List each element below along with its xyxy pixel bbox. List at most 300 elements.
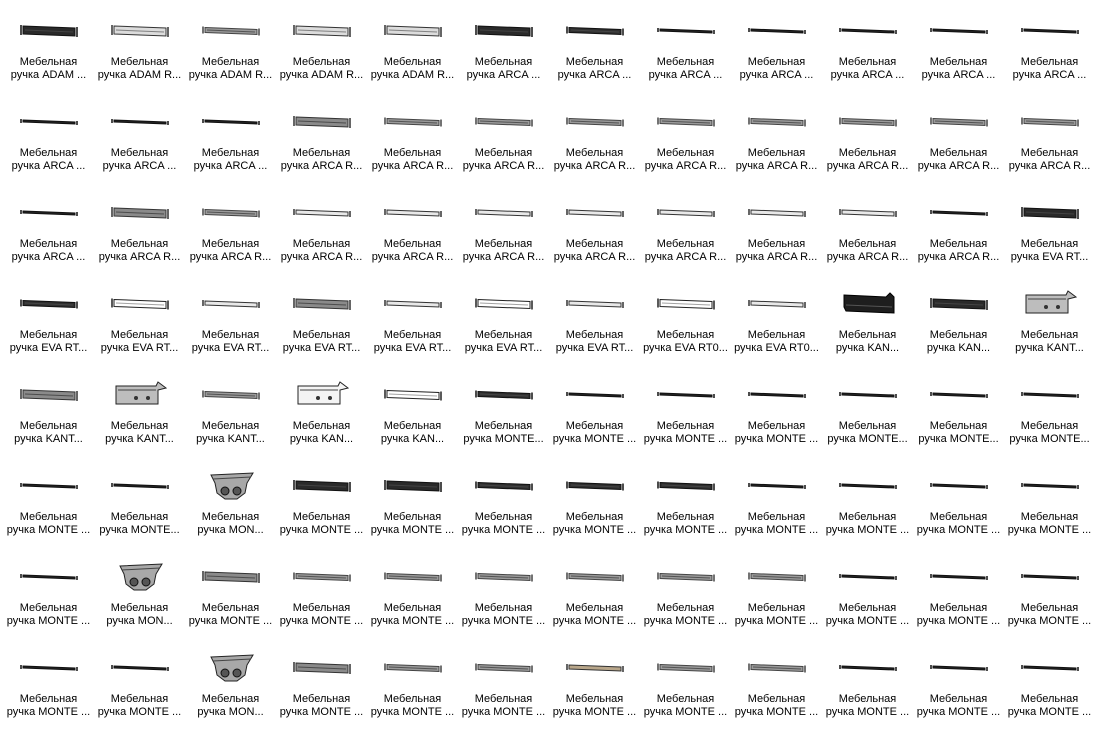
file-item[interactable] xyxy=(1004,279,1095,367)
file-name-line-1: Мебельная xyxy=(929,238,988,250)
file-item[interactable] xyxy=(549,370,640,458)
file-name-line-2: ручка MONTE ... xyxy=(825,524,910,536)
file-item[interactable] xyxy=(731,6,822,94)
file-item[interactable] xyxy=(549,279,640,367)
bar-chrome-icon xyxy=(185,281,276,325)
file-name-line-2: ручка KAN... xyxy=(380,433,445,445)
file-name-line-1: Мебельная xyxy=(656,329,715,341)
file-name xyxy=(458,238,549,264)
file-name xyxy=(640,329,731,355)
file-name xyxy=(367,147,458,173)
file-name xyxy=(640,147,731,173)
file-name-line-1: Мебельная xyxy=(838,602,897,614)
file-name xyxy=(1004,693,1095,719)
file-name-line-2: ручка EVA RT... xyxy=(555,342,634,354)
file-name-line-1: Мебельная xyxy=(474,56,533,68)
file-item[interactable] xyxy=(94,643,185,731)
file-item[interactable] xyxy=(731,370,822,458)
bar-chrome-thick-icon xyxy=(276,8,367,52)
file-item[interactable] xyxy=(276,552,367,640)
bar-black-thin-icon xyxy=(1004,8,1095,52)
file-name-line-2: ручка ADAM R... xyxy=(279,69,364,81)
bar-black-thin-icon xyxy=(3,190,94,234)
file-item[interactable] xyxy=(822,370,913,458)
bar-chrome-icon xyxy=(731,190,822,234)
file-name-line-1: Мебельная xyxy=(292,238,351,250)
file-name-line-1: Мебельная xyxy=(110,238,169,250)
file-item[interactable] xyxy=(1004,6,1095,94)
file-item[interactable] xyxy=(458,461,549,549)
file-item[interactable] xyxy=(185,188,276,276)
file-name-line-2: ручка ADAM R... xyxy=(188,69,273,81)
file-name xyxy=(640,420,731,446)
file-name-line-1: Мебельная xyxy=(201,329,260,341)
file-item[interactable] xyxy=(1004,461,1095,549)
file-name-line-2: ручка ADAM ... xyxy=(10,69,87,81)
bar-black-thin-icon xyxy=(822,554,913,598)
file-name-line-2: ручка MONTE ... xyxy=(552,524,637,536)
file-name-line-2: ручка MONTE ... xyxy=(643,524,728,536)
bar-black-thin-icon xyxy=(1004,463,1095,507)
file-name xyxy=(94,238,185,264)
file-item[interactable] xyxy=(1004,97,1095,185)
file-name xyxy=(549,238,640,264)
file-name-line-2: ручка EVA RT... xyxy=(191,342,270,354)
file-item[interactable] xyxy=(913,552,1004,640)
file-item[interactable] xyxy=(1004,188,1095,276)
bar-black-thin-icon xyxy=(1004,554,1095,598)
file-item[interactable] xyxy=(367,461,458,549)
file-name-line-1: Мебельная xyxy=(383,56,442,68)
file-name xyxy=(913,693,1004,719)
file-name-line-2: ручка MONTE ... xyxy=(279,615,364,627)
file-name-line-1: Мебельная xyxy=(929,147,988,159)
mount-steel-icon xyxy=(185,645,276,689)
bar-black-thin-icon xyxy=(913,190,1004,234)
file-item[interactable] xyxy=(913,370,1004,458)
file-name-line-1: Мебельная xyxy=(201,602,260,614)
file-name-line-1: Мебельная xyxy=(656,602,715,614)
bar-black-thick-icon xyxy=(367,463,458,507)
file-name xyxy=(185,56,276,82)
file-item[interactable] xyxy=(731,461,822,549)
file-name-line-1: Мебельная xyxy=(19,511,78,523)
file-item[interactable] xyxy=(94,461,185,549)
file-item[interactable] xyxy=(458,370,549,458)
file-name-line-2: ручка MONTE ... xyxy=(279,524,364,536)
file-item[interactable] xyxy=(276,188,367,276)
bar-steel-icon xyxy=(458,554,549,598)
bar-black-medium-icon xyxy=(640,463,731,507)
file-item[interactable] xyxy=(731,188,822,276)
bar-black-thin-icon xyxy=(731,463,822,507)
bar-chrome-icon xyxy=(640,190,731,234)
file-name-line-1: Мебельная xyxy=(565,329,624,341)
file-name xyxy=(549,329,640,355)
file-item[interactable] xyxy=(367,370,458,458)
file-name-line-2: ручка MON... xyxy=(106,615,173,627)
file-name xyxy=(640,238,731,264)
file-name-line-2: ручка MONTE ... xyxy=(279,706,364,718)
bar-black-thin-icon xyxy=(94,99,185,143)
file-name-line-2: ручка EVA RT... xyxy=(1010,251,1089,263)
file-item[interactable] xyxy=(94,188,185,276)
file-item[interactable] xyxy=(549,6,640,94)
file-item[interactable] xyxy=(549,188,640,276)
file-name-line-1: Мебельная xyxy=(19,56,78,68)
file-item[interactable] xyxy=(185,6,276,94)
file-name-line-1: Мебельная xyxy=(1020,56,1079,68)
file-item[interactable] xyxy=(3,461,94,549)
file-name xyxy=(549,420,640,446)
file-item[interactable] xyxy=(94,97,185,185)
file-name-line-2: ручка ARCA ... xyxy=(557,69,632,81)
file-name-line-1: Мебельная xyxy=(383,693,442,705)
file-name-line-1: Мебельная xyxy=(201,147,260,159)
file-item[interactable] xyxy=(549,643,640,731)
file-item[interactable] xyxy=(3,552,94,640)
file-item[interactable] xyxy=(640,97,731,185)
bar-white-outline-icon xyxy=(458,281,549,325)
bar-black-thin-icon xyxy=(640,8,731,52)
file-name-line-2: ручка ARCA R... xyxy=(644,251,727,263)
file-name-line-2: ручка EVA RT0... xyxy=(643,342,728,354)
file-name xyxy=(822,511,913,537)
file-item[interactable] xyxy=(640,6,731,94)
file-name-line-1: Мебельная xyxy=(383,511,442,523)
file-name-line-1: Мебельная xyxy=(292,693,351,705)
bar-chrome-icon xyxy=(276,190,367,234)
file-name xyxy=(3,693,94,719)
file-name-line-1: Мебельная xyxy=(929,329,988,341)
file-name-line-1: Мебельная xyxy=(656,420,715,432)
file-item[interactable] xyxy=(185,461,276,549)
bar-black-thick-icon xyxy=(1004,190,1095,234)
bar-chrome-icon xyxy=(458,190,549,234)
bar-steel-icon xyxy=(276,554,367,598)
file-item[interactable] xyxy=(367,552,458,640)
file-name-line-2: ручка MONTE ... xyxy=(552,615,637,627)
file-name xyxy=(367,511,458,537)
file-name-line-1: Мебельная xyxy=(292,602,351,614)
file-name-line-2: ручка ARCA R... xyxy=(462,251,545,263)
file-item[interactable] xyxy=(367,188,458,276)
file-item[interactable] xyxy=(731,643,822,731)
file-name-line-2: ручка ARCA ... xyxy=(193,160,268,172)
file-item[interactable] xyxy=(913,461,1004,549)
file-item[interactable] xyxy=(458,97,549,185)
file-name xyxy=(731,56,822,82)
file-name-line-2: ручка MON... xyxy=(197,706,264,718)
file-item[interactable] xyxy=(731,552,822,640)
file-name-line-2: ручка MONTE ... xyxy=(461,615,546,627)
file-item[interactable] xyxy=(276,6,367,94)
file-name-line-2: ручка MONTE... xyxy=(99,524,180,536)
file-item[interactable] xyxy=(276,97,367,185)
file-name xyxy=(3,56,94,82)
file-name xyxy=(185,147,276,173)
bar-black-thin-icon xyxy=(3,554,94,598)
file-name-line-1: Мебельная xyxy=(929,56,988,68)
bar-black-thin-icon xyxy=(822,372,913,416)
file-name-line-2: ручка MONTE ... xyxy=(916,524,1001,536)
file-name xyxy=(549,147,640,173)
file-name xyxy=(276,147,367,173)
file-item[interactable] xyxy=(185,552,276,640)
file-item[interactable] xyxy=(458,188,549,276)
file-name xyxy=(640,602,731,628)
file-name-line-2: ручка ARCA ... xyxy=(11,160,86,172)
file-name-line-2: ручка ARCA ... xyxy=(102,160,177,172)
bar-black-medium-icon xyxy=(458,463,549,507)
file-item[interactable] xyxy=(458,6,549,94)
file-name-line-2: ручка MONTE ... xyxy=(6,706,91,718)
bar-black-thin-icon xyxy=(822,463,913,507)
file-item[interactable] xyxy=(822,188,913,276)
bar-steel-thick-icon xyxy=(276,645,367,689)
bar-black-thin-icon xyxy=(640,372,731,416)
file-name-line-2: ручка ARCA R... xyxy=(553,251,636,263)
file-item[interactable] xyxy=(640,552,731,640)
file-name-line-1: Мебельная xyxy=(474,329,533,341)
file-item[interactable] xyxy=(640,370,731,458)
file-item[interactable] xyxy=(3,370,94,458)
file-name-line-2: ручка ARCA R... xyxy=(280,160,363,172)
file-name xyxy=(276,602,367,628)
file-name-line-2: ручка ARCA ... xyxy=(739,69,814,81)
file-name-line-1: Мебельная xyxy=(747,511,806,523)
file-name-line-2: ручка MONTE ... xyxy=(6,524,91,536)
file-item[interactable] xyxy=(822,461,913,549)
file-name-line-2: ручка MONTE ... xyxy=(916,615,1001,627)
file-item[interactable] xyxy=(549,97,640,185)
bracket-white-icon xyxy=(276,372,367,416)
file-item[interactable] xyxy=(3,6,94,94)
file-item[interactable] xyxy=(458,279,549,367)
bar-steel-icon xyxy=(549,554,640,598)
file-name-line-2: ручка MONTE ... xyxy=(734,615,819,627)
file-name-line-2: ручка KANT... xyxy=(196,433,265,445)
file-item[interactable] xyxy=(458,643,549,731)
file-name xyxy=(3,420,94,446)
bar-black-thick-icon xyxy=(458,8,549,52)
file-name-line-2: ручка MONTE ... xyxy=(825,706,910,718)
file-name xyxy=(367,602,458,628)
file-name-line-2: ручка ARCA ... xyxy=(1012,69,1087,81)
file-name-line-1: Мебельная xyxy=(565,238,624,250)
file-name-line-2: ручка ARCA ... xyxy=(11,251,86,263)
file-item[interactable] xyxy=(3,97,94,185)
file-item[interactable] xyxy=(458,552,549,640)
bar-steel-icon xyxy=(458,645,549,689)
file-item[interactable] xyxy=(913,97,1004,185)
file-name xyxy=(549,511,640,537)
file-name xyxy=(549,693,640,719)
file-name xyxy=(822,602,913,628)
file-name-line-1: Мебельная xyxy=(292,56,351,68)
file-name-line-1: Мебельная xyxy=(929,420,988,432)
bar-black-thin-icon xyxy=(913,8,1004,52)
file-name-line-2: ручка MONTE ... xyxy=(461,524,546,536)
file-item[interactable] xyxy=(185,97,276,185)
file-name xyxy=(913,420,1004,446)
bar-black-medium-icon xyxy=(549,463,640,507)
file-name-line-2: ручка MONTE ... xyxy=(97,706,182,718)
file-name-line-2: ручка ARCA R... xyxy=(371,160,454,172)
file-name-line-1: Мебельная xyxy=(110,147,169,159)
file-item[interactable] xyxy=(185,370,276,458)
file-item[interactable] xyxy=(640,643,731,731)
file-name xyxy=(3,238,94,264)
file-item[interactable] xyxy=(185,643,276,731)
file-name-line-2: ручка ARCA R... xyxy=(826,160,909,172)
file-name-line-2: ручка ARCA R... xyxy=(644,160,727,172)
file-item[interactable] xyxy=(94,552,185,640)
file-name-line-2: ручка ARCA R... xyxy=(280,251,363,263)
file-item[interactable] xyxy=(94,6,185,94)
file-name xyxy=(276,693,367,719)
file-name xyxy=(731,693,822,719)
file-name xyxy=(458,329,549,355)
file-name-line-2: ручка ADAM R... xyxy=(370,69,455,81)
file-name-line-1: Мебельная xyxy=(383,602,442,614)
file-name xyxy=(913,602,1004,628)
file-item[interactable] xyxy=(3,188,94,276)
file-item[interactable] xyxy=(1004,552,1095,640)
file-name xyxy=(731,511,822,537)
file-name xyxy=(1004,238,1095,264)
file-item[interactable] xyxy=(367,643,458,731)
file-item[interactable] xyxy=(913,6,1004,94)
bracket-steel-icon xyxy=(94,372,185,416)
file-name-line-2: ручка MONTE ... xyxy=(734,433,819,445)
file-name-line-1: Мебельная xyxy=(747,693,806,705)
file-name xyxy=(94,693,185,719)
file-name xyxy=(640,511,731,537)
file-item[interactable] xyxy=(731,97,822,185)
file-name xyxy=(731,602,822,628)
file-name-line-2: ручка MONTE ... xyxy=(6,615,91,627)
bar-steel-icon xyxy=(185,372,276,416)
bar-steel-icon xyxy=(640,99,731,143)
file-item[interactable] xyxy=(94,370,185,458)
file-item[interactable] xyxy=(3,279,94,367)
bar-steel-thick-icon xyxy=(276,281,367,325)
file-name xyxy=(185,238,276,264)
bar-chrome-thick-icon xyxy=(367,8,458,52)
file-name-line-2: ручка ARCA R... xyxy=(735,251,818,263)
file-item[interactable] xyxy=(3,643,94,731)
file-name xyxy=(94,511,185,537)
file-name xyxy=(458,56,549,82)
file-item[interactable] xyxy=(913,279,1004,367)
bar-black-medium-icon xyxy=(458,372,549,416)
bar-chrome-icon xyxy=(367,190,458,234)
bar-black-thin-icon xyxy=(822,8,913,52)
file-item[interactable] xyxy=(276,643,367,731)
file-item[interactable] xyxy=(367,6,458,94)
file-name xyxy=(549,56,640,82)
file-name-line-2: ручка ARCA R... xyxy=(917,160,1000,172)
file-name-line-1: Мебельная xyxy=(747,147,806,159)
file-name xyxy=(94,56,185,82)
file-item[interactable] xyxy=(276,461,367,549)
file-name-line-1: Мебельная xyxy=(19,147,78,159)
file-item[interactable] xyxy=(822,279,913,367)
file-name-line-1: Мебельная xyxy=(110,420,169,432)
file-name-line-1: Мебельная xyxy=(747,329,806,341)
file-name xyxy=(1004,147,1095,173)
bar-steel-icon xyxy=(731,99,822,143)
file-item[interactable] xyxy=(822,97,913,185)
file-item[interactable] xyxy=(913,188,1004,276)
file-item[interactable] xyxy=(640,188,731,276)
file-item[interactable] xyxy=(276,279,367,367)
file-item[interactable] xyxy=(822,643,913,731)
file-name-line-2: ручка MONTE ... xyxy=(643,615,728,627)
file-name-line-2: ручка ARCA R... xyxy=(98,251,181,263)
bar-black-thin-icon xyxy=(822,645,913,689)
file-name-line-1: Мебельная xyxy=(1020,602,1079,614)
file-name xyxy=(822,420,913,446)
file-name-line-2: ручка ARCA R... xyxy=(371,251,454,263)
file-item[interactable] xyxy=(822,552,913,640)
file-name-line-1: Мебельная xyxy=(383,147,442,159)
file-item[interactable] xyxy=(1004,370,1095,458)
file-name-line-2: ручка ARCA ... xyxy=(648,69,723,81)
file-name-line-2: ручка MONTE ... xyxy=(1007,615,1092,627)
file-name-line-2: ручка MON... xyxy=(197,524,264,536)
file-item[interactable] xyxy=(640,461,731,549)
file-item[interactable] xyxy=(640,279,731,367)
bar-black-thin-icon xyxy=(1004,645,1095,689)
file-name-line-2: ручка MONTE ... xyxy=(825,615,910,627)
file-name-line-1: Мебельная xyxy=(110,693,169,705)
file-name-line-2: ручка ARCA R... xyxy=(553,160,636,172)
file-name-line-1: Мебельная xyxy=(201,238,260,250)
file-name xyxy=(3,147,94,173)
file-name xyxy=(1004,56,1095,82)
file-item[interactable] xyxy=(185,279,276,367)
file-name-line-2: ручка MONTE ... xyxy=(916,706,1001,718)
file-name xyxy=(822,693,913,719)
file-name-line-2: ручка EVA RT... xyxy=(9,342,88,354)
file-name-line-1: Мебельная xyxy=(747,56,806,68)
file-item[interactable] xyxy=(822,6,913,94)
file-name xyxy=(367,56,458,82)
file-item[interactable] xyxy=(549,461,640,549)
bar-steel-icon xyxy=(731,645,822,689)
file-name-line-2: ручка KAN... xyxy=(926,342,991,354)
file-name-line-1: Мебельная xyxy=(474,693,533,705)
file-item[interactable] xyxy=(549,552,640,640)
bar-steel-icon xyxy=(822,99,913,143)
file-item[interactable] xyxy=(1004,643,1095,731)
file-item[interactable] xyxy=(276,370,367,458)
file-name-line-2: ручка EVA RT0... xyxy=(734,342,819,354)
file-name xyxy=(640,693,731,719)
file-name-line-1: Мебельная xyxy=(838,511,897,523)
bar-chrome-icon xyxy=(367,281,458,325)
file-item[interactable] xyxy=(367,97,458,185)
file-item[interactable] xyxy=(94,279,185,367)
file-item[interactable] xyxy=(731,279,822,367)
bar-chrome-icon xyxy=(731,281,822,325)
file-name-line-2: ручка EVA RT... xyxy=(464,342,543,354)
file-item[interactable] xyxy=(367,279,458,367)
file-item[interactable] xyxy=(913,643,1004,731)
file-name-line-1: Мебельная xyxy=(292,511,351,523)
